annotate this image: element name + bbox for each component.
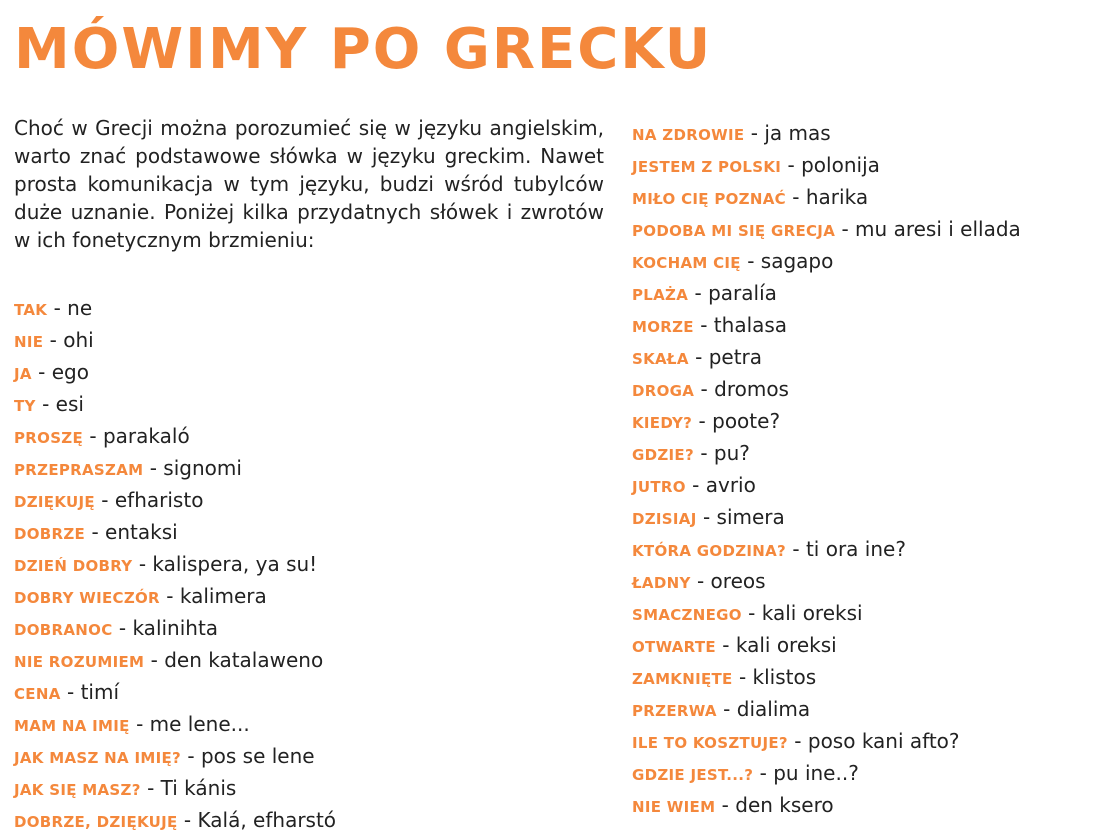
phrase-item bbox=[632, 533, 1021, 565]
phrase-meaning: kalimera bbox=[179, 584, 267, 608]
phrase-meaning: pu? bbox=[713, 441, 750, 465]
phrase-meaning: ego bbox=[51, 360, 89, 384]
phrase-item bbox=[632, 373, 1021, 405]
phrase-separator: - bbox=[721, 793, 729, 817]
phrase-term: JAK MASZ NA IMIĘ? bbox=[14, 749, 181, 767]
phrase-term: MIŁO CIĘ POZNAĆ bbox=[632, 190, 786, 208]
phrase-separator: - bbox=[149, 456, 157, 480]
page-title: MÓWIMY PO GRECKU bbox=[14, 17, 713, 82]
phrase-item bbox=[14, 708, 336, 740]
phrase-meaning: entaksi bbox=[105, 520, 178, 544]
phrase-separator: - bbox=[698, 409, 706, 433]
phrase-separator: - bbox=[841, 217, 849, 241]
phrase-separator: - bbox=[118, 616, 127, 640]
phrase-separator: - bbox=[138, 552, 147, 576]
phrase-term: JESTEM Z POLSKI bbox=[632, 158, 782, 176]
phrase-meaning: den ksero bbox=[735, 793, 834, 817]
phrase-item bbox=[632, 437, 1021, 469]
phrase-separator: - bbox=[700, 377, 708, 401]
phrase-meaning: petra bbox=[708, 345, 763, 369]
phrase-item bbox=[14, 292, 336, 324]
phrase-term: GDZIE JEST...? bbox=[632, 766, 754, 784]
phrase-meaning: harika bbox=[805, 185, 869, 209]
phrase-separator: - bbox=[147, 776, 155, 800]
phrase-item bbox=[14, 516, 336, 548]
phrase-term: NIE ROZUMIEM bbox=[14, 653, 145, 671]
phrase-term: MAM NA IMIĘ bbox=[14, 717, 130, 735]
phrase-item bbox=[632, 341, 1021, 373]
phrase-term: PODOBA MI SIĘ GRECJA bbox=[632, 222, 836, 240]
phrase-term: PRZEPRASZAM bbox=[14, 461, 144, 479]
phrase-meaning: timí bbox=[80, 680, 119, 704]
phrase-meaning: ohi bbox=[63, 328, 94, 352]
phrase-term: MORZE bbox=[632, 318, 694, 336]
phrase-meaning: oreos bbox=[710, 569, 766, 593]
phrase-separator: - bbox=[747, 249, 755, 273]
phrase-item bbox=[14, 804, 336, 836]
phrase-separator: - bbox=[700, 313, 708, 337]
phrase-meaning: efharisto bbox=[114, 488, 204, 512]
phrase-term: DROGA bbox=[632, 382, 695, 400]
phrase-item bbox=[632, 469, 1021, 501]
phrase-separator: - bbox=[723, 697, 731, 721]
phrase-meaning: polonija bbox=[801, 153, 880, 177]
phrase-item bbox=[632, 501, 1021, 533]
phrase-item bbox=[14, 548, 336, 580]
phrase-separator: - bbox=[748, 601, 756, 625]
phrase-term: NIE WIEM bbox=[632, 798, 716, 816]
phrase-separator: - bbox=[89, 424, 97, 448]
phrase-term: PROSZĘ bbox=[14, 429, 84, 447]
phrase-separator: - bbox=[136, 712, 144, 736]
phrase-meaning: ja mas bbox=[764, 121, 831, 145]
phrase-separator: - bbox=[183, 808, 192, 832]
phrase-separator: - bbox=[787, 153, 795, 177]
phrase-term: DOBRANOC bbox=[14, 621, 113, 639]
phrase-term: JUTRO bbox=[632, 478, 686, 496]
phrase-meaning: pu ine..? bbox=[773, 761, 859, 785]
phrase-item bbox=[632, 597, 1021, 629]
phrase-meaning: esi bbox=[55, 392, 84, 416]
phrase-meaning: parakaló bbox=[102, 424, 190, 448]
phrase-meaning: ti ora ine? bbox=[805, 537, 906, 561]
phrase-separator: - bbox=[692, 473, 700, 497]
phrase-item bbox=[632, 309, 1021, 341]
phrase-separator: - bbox=[792, 537, 800, 561]
phrase-item bbox=[632, 245, 1021, 277]
phrase-item bbox=[14, 740, 336, 772]
phrase-item bbox=[14, 580, 336, 612]
phrase-separator: - bbox=[694, 281, 702, 305]
phrase-term: ZAMKNIĘTE bbox=[632, 670, 733, 688]
phrase-meaning: me lene... bbox=[149, 712, 250, 736]
phrase-list-left bbox=[14, 292, 336, 836]
phrase-separator: - bbox=[66, 680, 75, 704]
phrase-separator: - bbox=[695, 345, 703, 369]
phrase-term: NA ZDROWIE bbox=[632, 126, 745, 144]
phrase-term: DOBRZE, DZIĘKUJĘ bbox=[14, 813, 178, 831]
phrase-term: CENA bbox=[14, 685, 61, 703]
phrase-separator: - bbox=[722, 633, 730, 657]
phrase-meaning: dromos bbox=[714, 377, 789, 401]
phrase-meaning: kali oreksi bbox=[735, 633, 837, 657]
phrase-item bbox=[632, 757, 1021, 789]
phrase-separator: - bbox=[187, 744, 195, 768]
phrase-term: TAK bbox=[14, 301, 48, 319]
phrase-term: KIEDY? bbox=[632, 414, 693, 432]
phrase-term: TY bbox=[14, 397, 36, 415]
phrase-separator: - bbox=[702, 505, 711, 529]
phrase-term: SKAŁA bbox=[632, 350, 689, 368]
phrase-separator: - bbox=[750, 121, 758, 145]
phrase-item bbox=[14, 644, 336, 676]
phrase-term: PRZERWA bbox=[632, 702, 717, 720]
phrase-term: ŁADNY bbox=[632, 574, 691, 592]
phrase-meaning: kalinihta bbox=[132, 616, 219, 640]
phrase-meaning: avrio bbox=[705, 473, 756, 497]
phrase-separator: - bbox=[91, 520, 99, 544]
phrase-meaning: sagapo bbox=[760, 249, 834, 273]
phrase-term: DOBRY WIECZÓR bbox=[14, 589, 160, 607]
phrase-list-right bbox=[632, 117, 1021, 821]
phrase-separator: - bbox=[38, 360, 46, 384]
phrase-meaning: ne bbox=[67, 296, 93, 320]
phrase-separator: - bbox=[794, 729, 802, 753]
phrase-item bbox=[632, 405, 1021, 437]
phrase-item bbox=[14, 452, 336, 484]
phrase-separator: - bbox=[738, 665, 747, 689]
phrase-meaning: poso kani afto? bbox=[807, 729, 960, 753]
phrase-term: OTWARTE bbox=[632, 638, 716, 656]
phrase-item bbox=[14, 420, 336, 452]
phrase-term: DZIEŃ DOBRY bbox=[14, 557, 133, 575]
phrase-item bbox=[14, 324, 336, 356]
phrase-term: ILE TO KOSZTUJE? bbox=[632, 734, 788, 752]
phrase-meaning: paralía bbox=[708, 281, 777, 305]
phrase-item bbox=[632, 565, 1021, 597]
phrase-separator: - bbox=[166, 584, 174, 608]
phrase-term: KTÓRA GODZINA? bbox=[632, 542, 787, 560]
phrase-term: GDZIE? bbox=[632, 446, 694, 464]
phrase-meaning: kalispera, ya su! bbox=[152, 552, 318, 576]
phrase-term: KOCHAM CIĘ bbox=[632, 254, 741, 272]
phrase-separator: - bbox=[150, 648, 158, 672]
phrase-term: SMACZNEGO bbox=[632, 606, 742, 624]
phrase-term: DOBRZE bbox=[14, 525, 86, 543]
phrase-item bbox=[632, 181, 1021, 213]
phrase-separator: - bbox=[696, 569, 705, 593]
phrase-meaning: den katalaweno bbox=[164, 648, 324, 672]
phrase-term: JA bbox=[14, 365, 32, 383]
phrase-item bbox=[632, 149, 1021, 181]
phrase-item bbox=[632, 661, 1021, 693]
phrase-item bbox=[14, 484, 336, 516]
phrase-meaning: simera bbox=[716, 505, 785, 529]
phrase-separator: - bbox=[792, 185, 800, 209]
phrase-item bbox=[632, 725, 1021, 757]
phrase-item bbox=[632, 789, 1021, 821]
phrase-meaning: pos se lene bbox=[200, 744, 315, 768]
phrase-separator: - bbox=[759, 761, 767, 785]
phrase-separator: - bbox=[700, 441, 708, 465]
phrase-item bbox=[632, 117, 1021, 149]
phrase-item bbox=[632, 213, 1021, 245]
phrase-separator: - bbox=[49, 328, 57, 352]
phrase-separator: - bbox=[101, 488, 109, 512]
intro-paragraph: Choć w Grecji można porozumieć się w języku angielskim, warto znać podstawowe słówka w języku greckim. Nawet prosta komunikacja w tym języku, budzi wśród tubylców duże uznanie. Poniżej kilka przydatnych słówek i zwrotów w ich fonetycznym brzmieniu: bbox=[14, 116, 604, 252]
phrase-meaning: dialima bbox=[736, 697, 811, 721]
phrase-item bbox=[632, 693, 1021, 725]
phrase-meaning: signomi bbox=[163, 456, 242, 480]
phrase-meaning: klistos bbox=[752, 665, 817, 689]
phrase-term: DZISIAJ bbox=[632, 510, 697, 528]
phrase-item bbox=[14, 388, 336, 420]
phrase-term: DZIĘKUJĘ bbox=[14, 493, 95, 511]
phrase-item bbox=[14, 356, 336, 388]
phrase-meaning: mu aresi i ellada bbox=[855, 217, 1021, 241]
phrase-term: JAK SIĘ MASZ? bbox=[14, 781, 141, 799]
phrase-meaning: poote? bbox=[712, 409, 781, 433]
phrase-item bbox=[632, 277, 1021, 309]
phrase-item bbox=[632, 629, 1021, 661]
phrase-separator: - bbox=[42, 392, 50, 416]
phrase-separator: - bbox=[53, 296, 61, 320]
phrase-item bbox=[14, 772, 336, 804]
phrase-meaning: Ti kánis bbox=[160, 776, 237, 800]
phrase-meaning: Kalá, efharstó bbox=[197, 808, 337, 832]
phrase-meaning: kali oreksi bbox=[761, 601, 863, 625]
phrase-item bbox=[14, 676, 336, 708]
phrase-term: PLAŻA bbox=[632, 286, 689, 304]
phrase-term: NIE bbox=[14, 333, 44, 351]
phrase-meaning: thalasa bbox=[713, 313, 788, 337]
phrase-item bbox=[14, 612, 336, 644]
